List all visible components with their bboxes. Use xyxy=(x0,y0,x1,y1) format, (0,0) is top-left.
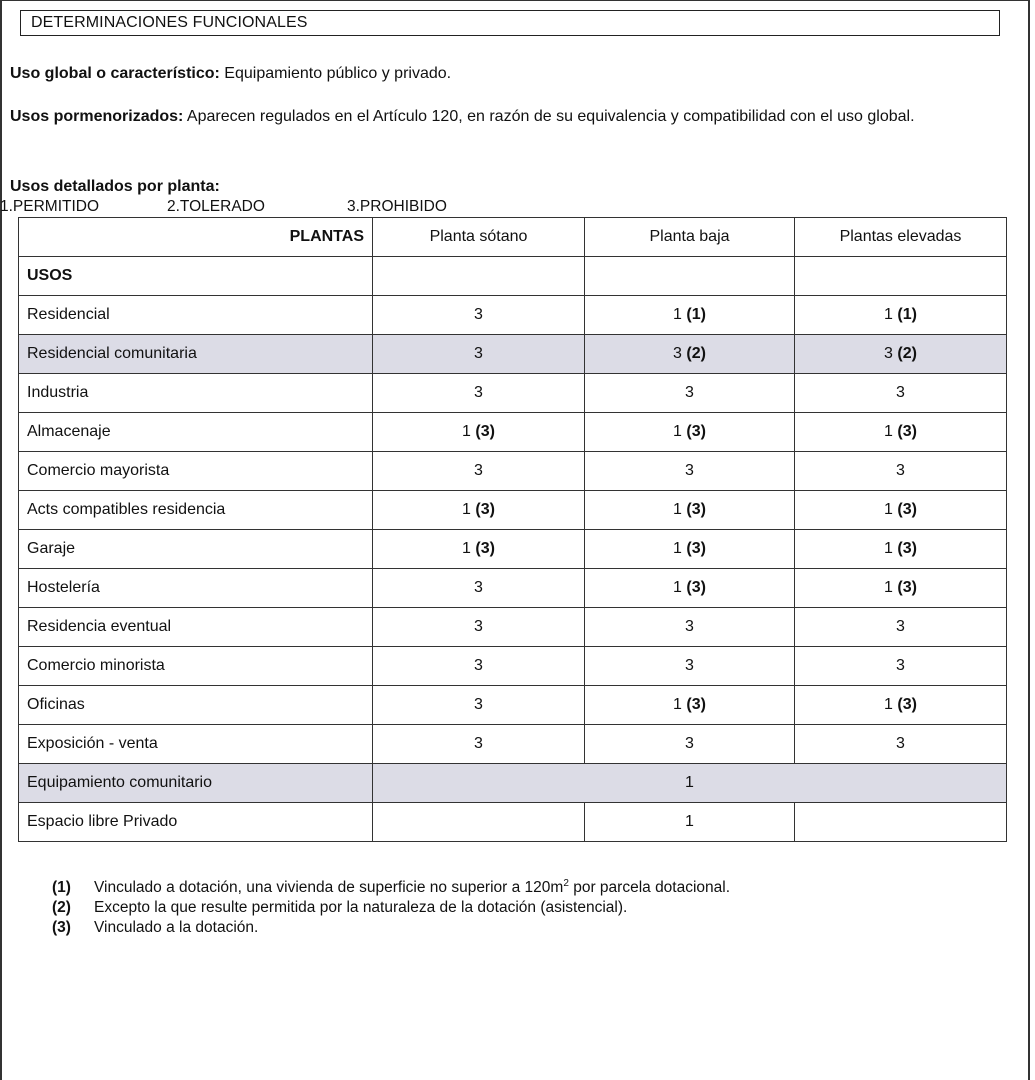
uso-note-ref: (3) xyxy=(686,423,706,440)
table-row xyxy=(19,335,1007,374)
uso-value: 3 xyxy=(685,657,694,674)
usos-pormenorizados-text: Aparecen regulados en el Artículo 120, en razón de su equivalencia y compatibilidad con el uso global. xyxy=(183,108,915,125)
uso-value: 1 xyxy=(585,803,795,842)
uso-value: 1 xyxy=(673,423,687,440)
uso-value-cell xyxy=(795,530,1007,569)
uso-value: 1 xyxy=(884,306,898,323)
uso-value: 1 xyxy=(673,579,687,596)
uso-value-cell xyxy=(795,569,1007,608)
uso-name: Residencial xyxy=(19,296,373,335)
table-row xyxy=(19,530,1007,569)
table-cell xyxy=(795,257,1007,296)
uso-value-cell xyxy=(585,296,795,335)
section-title: DETERMINACIONES FUNCIONALES xyxy=(20,10,1000,36)
footnote-sup: 2 xyxy=(563,878,569,889)
uso-note-ref: (3) xyxy=(897,579,917,596)
usos-detallados-heading xyxy=(10,177,1025,197)
uso-note-ref: (3) xyxy=(686,540,706,557)
uso-value: 1 xyxy=(462,501,476,518)
uso-value: 3 xyxy=(685,384,694,401)
table-row xyxy=(19,452,1007,491)
uso-note-ref: (3) xyxy=(475,540,495,557)
uso-name: Residencia eventual xyxy=(19,608,373,647)
uso-value-cell xyxy=(373,530,585,569)
uso-note-ref: (3) xyxy=(686,501,706,518)
uso-value: 3 xyxy=(474,384,483,401)
uso-value-cell xyxy=(585,530,795,569)
uso-note-ref: (3) xyxy=(475,501,495,518)
uso-value-cell xyxy=(585,647,795,686)
uso-name: Acts compatibles residencia xyxy=(19,491,373,530)
uso-value: 1 xyxy=(673,501,687,518)
uso-value: 3 xyxy=(685,462,694,479)
uso-name: Comercio minorista xyxy=(19,647,373,686)
table-row-espacio-libre xyxy=(19,803,1007,842)
table-row xyxy=(19,686,1007,725)
uso-value-cell xyxy=(373,374,585,413)
usos-table xyxy=(18,217,1007,842)
uso-value-cell xyxy=(795,413,1007,452)
legend-item-prohibido: 3.PROHIBIDO xyxy=(347,198,447,215)
table-row xyxy=(19,491,1007,530)
uso-note-ref: (3) xyxy=(686,696,706,713)
footnote-text: Excepto la que resulte permitida por la naturaleza de la dotación (asistencial). xyxy=(94,899,628,917)
uso-value: 1 xyxy=(884,540,898,557)
footnote-number: (1) xyxy=(52,879,71,897)
uso-value: 3 xyxy=(884,345,898,362)
uso-value-cell xyxy=(795,452,1007,491)
uso-value-cell xyxy=(795,296,1007,335)
uso-name: Almacenaje xyxy=(19,413,373,452)
uso-value: 3 xyxy=(474,306,483,323)
footnote-number: (3) xyxy=(52,919,71,937)
uso-global-label: Uso global o característico: xyxy=(10,65,220,82)
uso-value-cell xyxy=(795,686,1007,725)
uso-name: Espacio libre Privado xyxy=(19,803,373,842)
table-row xyxy=(19,725,1007,764)
uso-value-cell xyxy=(585,569,795,608)
table-row xyxy=(19,608,1007,647)
uso-value-cell xyxy=(585,686,795,725)
uso-value-cell xyxy=(795,374,1007,413)
uso-global-paragraph xyxy=(10,64,1025,84)
uso-value: 3 xyxy=(474,579,483,596)
uso-value: 1 xyxy=(884,696,898,713)
footnote-text: Vinculado a la dotación. xyxy=(94,919,259,937)
uso-value-cell xyxy=(373,452,585,491)
usos-label: USOS xyxy=(19,257,373,296)
uso-value-cell xyxy=(373,686,585,725)
uso-value-cell xyxy=(585,608,795,647)
uso-value-cell xyxy=(373,296,585,335)
table-cell xyxy=(373,257,585,296)
uso-name: Exposición - venta xyxy=(19,725,373,764)
uso-note-ref: (2) xyxy=(897,345,917,362)
uso-name: Oficinas xyxy=(19,686,373,725)
uso-value: 3 xyxy=(896,384,905,401)
uso-note-ref: (3) xyxy=(897,501,917,518)
uso-value-cell xyxy=(795,647,1007,686)
uso-note-ref: (3) xyxy=(897,540,917,557)
uso-name: Comercio mayorista xyxy=(19,452,373,491)
uso-value: 1 xyxy=(673,696,687,713)
uso-value: 1 xyxy=(373,764,1007,803)
table-cell xyxy=(585,257,795,296)
uso-value-cell xyxy=(373,608,585,647)
table-header-row xyxy=(19,218,1007,257)
uso-value: 1 xyxy=(462,540,476,557)
uso-value: 3 xyxy=(673,345,687,362)
uso-value-cell xyxy=(795,608,1007,647)
uso-value-cell xyxy=(795,491,1007,530)
table-row xyxy=(19,413,1007,452)
uso-note-ref: (3) xyxy=(686,579,706,596)
uso-value: 3 xyxy=(474,618,483,635)
uso-value: 1 xyxy=(673,540,687,557)
table-row xyxy=(19,296,1007,335)
uso-note-ref: (3) xyxy=(897,696,917,713)
table-row xyxy=(19,569,1007,608)
uso-value-cell xyxy=(585,452,795,491)
uso-value: 3 xyxy=(474,696,483,713)
uso-name: Garaje xyxy=(19,530,373,569)
uso-value: 3 xyxy=(474,345,483,362)
table-cell xyxy=(373,803,585,842)
usos-detallados-label: Usos detallados por planta: xyxy=(10,178,220,195)
table-usos-row xyxy=(19,257,1007,296)
uso-value: 3 xyxy=(474,735,483,752)
uso-value: 3 xyxy=(685,735,694,752)
uso-note-ref: (2) xyxy=(686,345,706,362)
uso-value-cell xyxy=(585,413,795,452)
uso-value: 3 xyxy=(896,618,905,635)
footnote-3 xyxy=(52,918,730,938)
uso-value: 3 xyxy=(896,657,905,674)
footnote-text: Vinculado a dotación, una vivienda de superficie no superior a 120m xyxy=(94,879,564,897)
uso-value-cell xyxy=(373,413,585,452)
header-plantas: PLANTAS xyxy=(19,218,373,257)
uso-value: 3 xyxy=(896,735,905,752)
legend xyxy=(0,198,447,216)
uso-name: Hostelería xyxy=(19,569,373,608)
footnote-1 xyxy=(52,874,730,898)
uso-value: 1 xyxy=(673,306,687,323)
footnote-tail: por parcela dotacional. xyxy=(568,879,731,897)
header-planta-sotano: Planta sótano xyxy=(373,218,585,257)
uso-value-cell xyxy=(585,725,795,764)
table-row xyxy=(19,647,1007,686)
uso-value-cell xyxy=(585,374,795,413)
uso-value-cell xyxy=(373,569,585,608)
uso-name: Residencial comunitaria xyxy=(19,335,373,374)
legend-item-tolerado: 2.TOLERADO xyxy=(167,198,265,215)
uso-value: 3 xyxy=(896,462,905,479)
uso-value: 3 xyxy=(474,657,483,674)
uso-value: 1 xyxy=(462,423,476,440)
uso-value: 3 xyxy=(474,462,483,479)
uso-value-cell xyxy=(373,335,585,374)
uso-name: Equipamiento comunitario xyxy=(19,764,373,803)
uso-value: 1 xyxy=(884,501,898,518)
uso-value-cell xyxy=(373,647,585,686)
footnote-number: (2) xyxy=(52,899,71,917)
uso-value-cell xyxy=(373,725,585,764)
uso-value-cell xyxy=(795,335,1007,374)
footnotes xyxy=(52,874,730,938)
footnote-2 xyxy=(52,898,730,918)
uso-value-cell xyxy=(373,491,585,530)
uso-note-ref: (3) xyxy=(475,423,495,440)
uso-value-cell xyxy=(795,725,1007,764)
table-row-equipamiento xyxy=(19,764,1007,803)
usos-pormenorizados-label: Usos pormenorizados: xyxy=(10,108,184,125)
uso-value: 3 xyxy=(685,618,694,635)
uso-value-cell xyxy=(585,335,795,374)
uso-name: Industria xyxy=(19,374,373,413)
uso-value: 1 xyxy=(884,423,898,440)
uso-global-text: Equipamiento público y privado. xyxy=(219,65,452,82)
uso-note-ref: (1) xyxy=(686,306,706,323)
table-row xyxy=(19,374,1007,413)
uso-note-ref: (1) xyxy=(897,306,917,323)
table-cell xyxy=(795,803,1007,842)
header-plantas-elevadas: Plantas elevadas xyxy=(795,218,1007,257)
legend-item-permitido: 1.PERMITIDO xyxy=(0,198,100,215)
uso-value-cell xyxy=(585,491,795,530)
uso-note-ref: (3) xyxy=(897,423,917,440)
header-planta-baja: Planta baja xyxy=(585,218,795,257)
uso-value: 1 xyxy=(884,579,898,596)
usos-pormenorizados-paragraph xyxy=(10,107,1025,127)
